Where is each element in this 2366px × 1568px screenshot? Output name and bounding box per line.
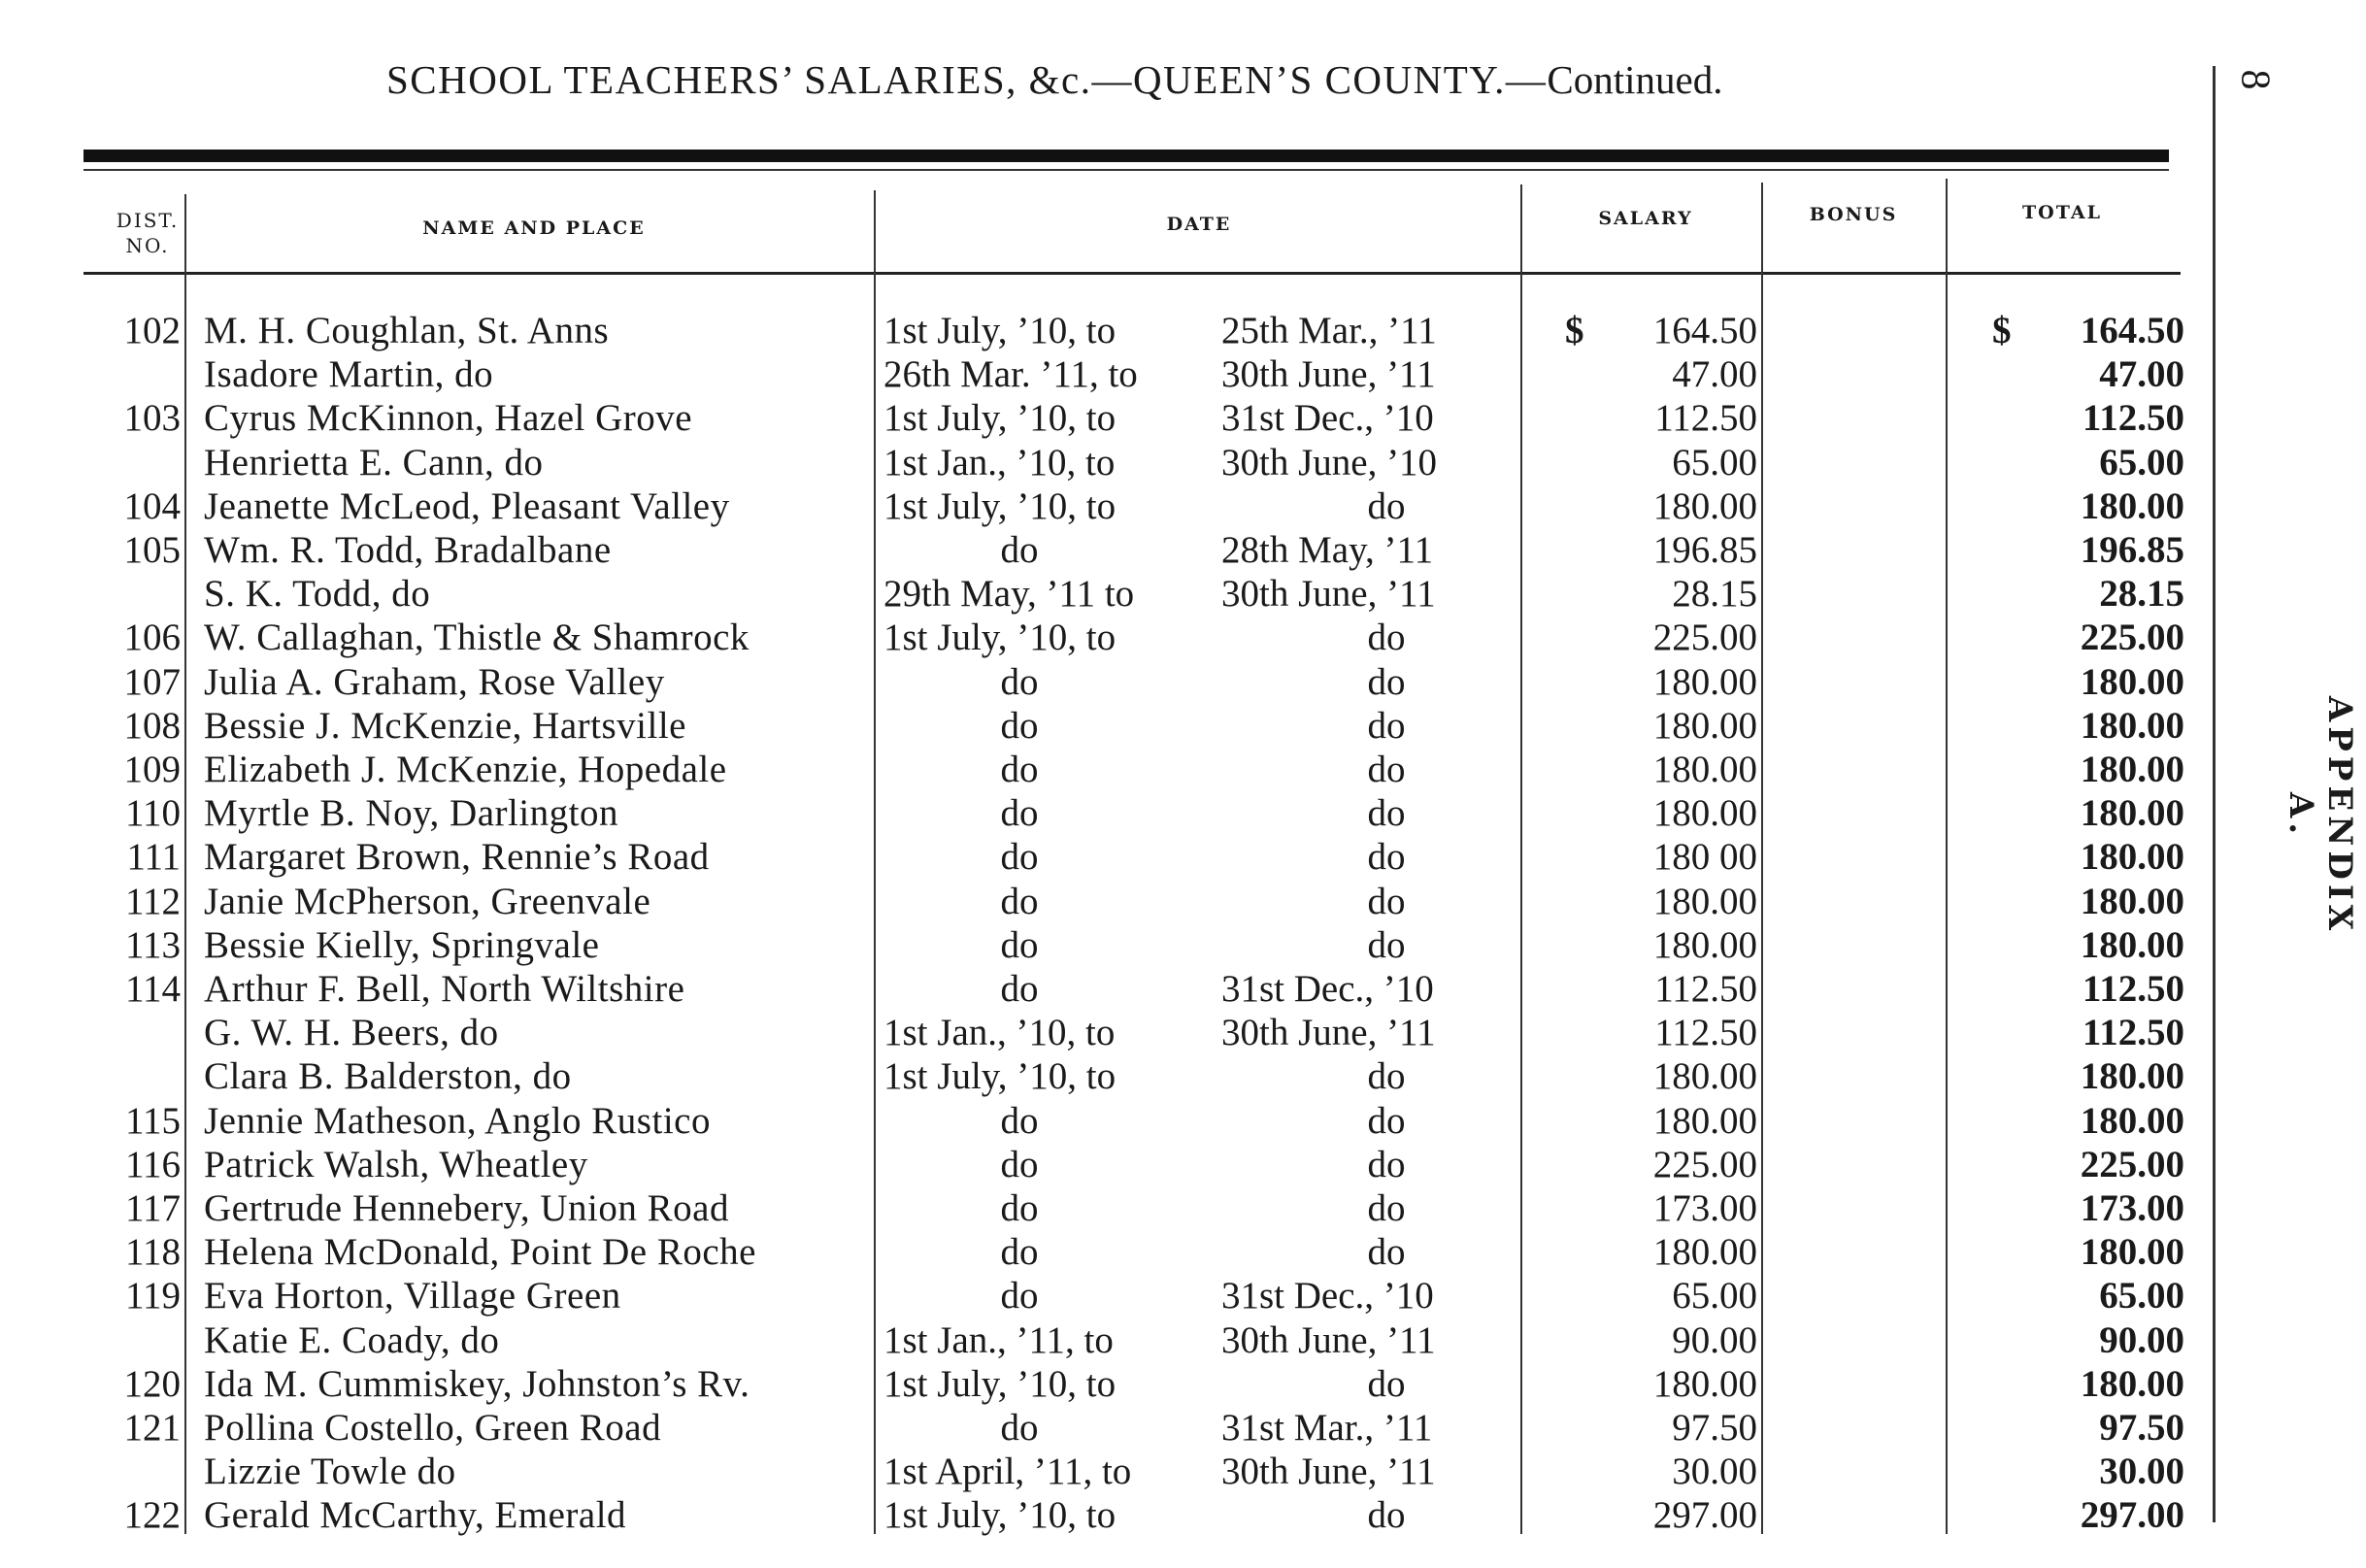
cell-date-from: do bbox=[1000, 836, 1039, 879]
cell-date-from: do bbox=[1000, 1187, 1039, 1229]
cell-total: 180.00 bbox=[2080, 1231, 2184, 1274]
table-row bbox=[0, 616, 2204, 659]
column-header-date: DATE bbox=[1166, 214, 1232, 235]
cell-name-and-place: Gertrude Hennebery, Union Road bbox=[204, 1187, 729, 1229]
column-header-dist-line2: NO. bbox=[125, 234, 170, 257]
cell-total: 225.00 bbox=[2080, 1143, 2184, 1185]
cell-total: 90.00 bbox=[2099, 1318, 2184, 1361]
cell-dist-no: 120 bbox=[123, 1362, 181, 1405]
cell-date-to: do bbox=[1367, 617, 1406, 659]
cell-date-from: 1st July, ’10, to bbox=[883, 617, 1116, 659]
cell-name-and-place: Clara B. Balderston, do bbox=[204, 1055, 572, 1098]
cell-total: 225.00 bbox=[2080, 617, 2184, 659]
table-row bbox=[0, 791, 2204, 835]
currency-symbol-total: $ bbox=[1992, 310, 2012, 351]
cell-name-and-place: W. Callaghan, Thistle & Shamrock bbox=[204, 617, 750, 659]
cell-date-to: do bbox=[1367, 1099, 1406, 1142]
cell-salary: 180.00 bbox=[1652, 1099, 1757, 1142]
cell-date-to: do bbox=[1367, 484, 1406, 527]
cell-dist-no: 119 bbox=[124, 1275, 181, 1318]
table-row bbox=[0, 1099, 2204, 1143]
table-row bbox=[0, 660, 2204, 704]
cell-total: 65.00 bbox=[2099, 1275, 2184, 1318]
cell-total: 180.00 bbox=[2080, 836, 2184, 879]
table-row bbox=[0, 352, 2204, 396]
cell-date-to: 30th June, ’11 bbox=[1221, 353, 1436, 396]
cell-date-from: do bbox=[1000, 1407, 1039, 1449]
cell-date-to: 30th June, ’10 bbox=[1221, 441, 1438, 484]
page-title-main: SCHOOL TEACHERS’ SALARIES, &c.—QUEEN’S COUNTY.— bbox=[386, 57, 1548, 102]
cell-dist-no: 105 bbox=[123, 529, 181, 571]
cell-date-from: do bbox=[1000, 880, 1039, 922]
cell-salary: 196.85 bbox=[1652, 529, 1757, 571]
cell-name-and-place: Myrtle B. Noy, Darlington bbox=[204, 792, 619, 835]
table-row bbox=[0, 484, 2204, 528]
cell-date-from: 1st July, ’10, to bbox=[883, 1494, 1116, 1537]
cell-name-and-place: Cyrus McKinnon, Hazel Grove bbox=[204, 397, 693, 440]
cell-total: 112.50 bbox=[2082, 968, 2184, 1010]
cell-dist-no: 111 bbox=[126, 836, 181, 879]
cell-date-to: do bbox=[1367, 1231, 1406, 1274]
cell-salary: 180.00 bbox=[1652, 880, 1757, 922]
cell-total: 112.50 bbox=[2082, 1012, 2184, 1054]
cell-name-and-place: Eva Horton, Village Green bbox=[204, 1275, 621, 1318]
table-row bbox=[0, 1406, 2204, 1450]
cell-date-from: 1st July, ’10, to bbox=[883, 484, 1116, 527]
cell-date-from: 1st July, ’10, to bbox=[883, 310, 1116, 351]
cell-dist-no: 115 bbox=[124, 1099, 181, 1142]
table-row bbox=[0, 704, 2204, 748]
cell-salary: 180.00 bbox=[1652, 484, 1757, 527]
cell-date-from: do bbox=[1000, 529, 1039, 571]
column-header-salary: SALARY bbox=[1598, 208, 1693, 229]
cell-total: 180.00 bbox=[2080, 792, 2184, 835]
cell-salary: 97.50 bbox=[1672, 1407, 1757, 1449]
cell-total: 112.50 bbox=[2082, 397, 2184, 440]
cell-date-to: do bbox=[1367, 792, 1406, 835]
cell-name-and-place: Helena McDonald, Point De Roche bbox=[204, 1231, 756, 1274]
cell-name-and-place: Gerald McCarthy, Emerald bbox=[204, 1494, 627, 1537]
cell-salary: 28.15 bbox=[1672, 573, 1757, 616]
cell-name-and-place: M. H. Coughlan, St. Anns bbox=[204, 310, 610, 351]
table-row bbox=[0, 835, 2204, 879]
cell-date-from: 1st April, ’11, to bbox=[883, 1451, 1132, 1493]
column-header-bonus: BONUS bbox=[1809, 204, 1898, 225]
table-row bbox=[0, 1362, 2204, 1406]
cell-dist-no: 104 bbox=[123, 484, 181, 527]
cell-date-from: do bbox=[1000, 1275, 1039, 1318]
table-row bbox=[0, 1450, 2204, 1493]
cell-salary: 65.00 bbox=[1672, 441, 1757, 484]
cell-salary: 225.00 bbox=[1652, 617, 1757, 659]
cell-dist-no: 122 bbox=[123, 1494, 181, 1537]
cell-name-and-place: Elizabeth J. McKenzie, Hopedale bbox=[204, 749, 727, 790]
table-row bbox=[0, 1143, 2204, 1186]
cell-dist-no: 102 bbox=[123, 310, 181, 351]
cell-total: 180.00 bbox=[2080, 1362, 2184, 1405]
cell-name-and-place: Janie McPherson, Greenvale bbox=[204, 880, 651, 922]
table-row bbox=[0, 1274, 2204, 1318]
cell-date-from: 1st Jan., ’10, to bbox=[883, 441, 1116, 484]
cell-salary: 180.00 bbox=[1652, 1231, 1757, 1274]
cell-name-and-place: Bessie Kielly, Springvale bbox=[204, 923, 600, 966]
table-row bbox=[0, 748, 2204, 791]
cell-date-to: do bbox=[1367, 1055, 1406, 1098]
cell-salary: 180.00 bbox=[1652, 749, 1757, 790]
page-edge-rule bbox=[2213, 66, 2216, 1522]
cell-dist-no: 112 bbox=[124, 880, 181, 922]
cell-date-from: 26th Mar. ’11, to bbox=[883, 353, 1138, 396]
cell-total: 180.00 bbox=[2080, 660, 2184, 703]
cell-dist-no: 121 bbox=[123, 1407, 181, 1449]
page-title bbox=[386, 56, 1901, 103]
cell-total: 180.00 bbox=[2080, 880, 2184, 922]
cell-date-to: do bbox=[1367, 660, 1406, 703]
cell-salary: 297.00 bbox=[1652, 1494, 1757, 1537]
cell-name-and-place: Bessie J. McKenzie, Hartsville bbox=[204, 704, 686, 747]
table-row bbox=[0, 1054, 2204, 1098]
cell-salary: 65.00 bbox=[1672, 1275, 1757, 1318]
cell-date-from: 29th May, ’11 to bbox=[883, 573, 1135, 616]
table-row bbox=[0, 923, 2204, 967]
column-header-dist bbox=[89, 208, 206, 258]
cell-name-and-place: Pollina Costello, Green Road bbox=[204, 1407, 662, 1449]
header-rule-thin bbox=[83, 169, 2169, 171]
header-rule-thick bbox=[83, 150, 2169, 162]
cell-date-to: do bbox=[1367, 749, 1406, 790]
table-row bbox=[0, 1493, 2204, 1537]
cell-dist-no: 116 bbox=[124, 1143, 181, 1185]
cell-salary: 173.00 bbox=[1652, 1187, 1757, 1229]
table-row bbox=[0, 1011, 2204, 1054]
cell-salary: 112.50 bbox=[1654, 968, 1757, 1010]
cell-dist-no: 113 bbox=[124, 923, 181, 966]
cell-date-from: 1st July, ’10, to bbox=[883, 1362, 1116, 1405]
cell-total: 180.00 bbox=[2080, 704, 2184, 747]
column-header-total: TOTAL bbox=[2022, 202, 2102, 223]
cell-date-to: do bbox=[1367, 1187, 1406, 1229]
cell-date-to: 31st Dec., ’10 bbox=[1221, 1275, 1434, 1318]
cell-name-and-place: Henrietta E. Cann, do bbox=[204, 441, 544, 484]
cell-date-to: do bbox=[1367, 836, 1406, 879]
cell-date-to: do bbox=[1367, 704, 1406, 747]
cell-name-and-place: Isadore Martin, do bbox=[204, 353, 494, 396]
cell-dist-no: 114 bbox=[124, 968, 181, 1010]
cell-total: 180.00 bbox=[2080, 1099, 2184, 1142]
cell-dist-no: 110 bbox=[124, 792, 181, 835]
cell-salary: 225.00 bbox=[1652, 1143, 1757, 1185]
cell-total: 180.00 bbox=[2080, 1055, 2184, 1098]
cell-dist-no: 106 bbox=[123, 617, 181, 659]
cell-date-to: 30th June, ’11 bbox=[1221, 1451, 1436, 1493]
table-row bbox=[0, 572, 2204, 616]
cell-name-and-place: S. K. Todd, do bbox=[204, 573, 431, 616]
cell-total: 180.00 bbox=[2080, 923, 2184, 966]
cell-name-and-place: Katie E. Coady, do bbox=[204, 1318, 500, 1361]
cell-date-from: do bbox=[1000, 704, 1039, 747]
cell-total: 65.00 bbox=[2099, 441, 2184, 484]
cell-name-and-place: Patrick Walsh, Wheatley bbox=[204, 1143, 588, 1185]
table-row bbox=[0, 309, 2204, 352]
table-row bbox=[0, 880, 2204, 923]
cell-date-from: do bbox=[1000, 968, 1039, 1010]
cell-date-to: do bbox=[1367, 923, 1406, 966]
cell-total: 28.15 bbox=[2099, 573, 2184, 616]
cell-name-and-place: Arthur F. Bell, North Wiltshire bbox=[204, 968, 685, 1010]
cell-salary: 180.00 bbox=[1652, 1055, 1757, 1098]
cell-salary: 164.50 bbox=[1652, 310, 1757, 351]
cell-dist-no: 103 bbox=[123, 397, 181, 440]
cell-total: 180.00 bbox=[2080, 484, 2184, 527]
cell-date-from: do bbox=[1000, 1099, 1039, 1142]
cell-date-from: 1st Jan., ’11, to bbox=[883, 1318, 1114, 1361]
cell-salary: 112.50 bbox=[1654, 397, 1757, 440]
cell-total: 47.00 bbox=[2099, 353, 2184, 396]
cell-total: 173.00 bbox=[2080, 1187, 2184, 1229]
cell-date-to: 25th Mar., ’11 bbox=[1221, 310, 1437, 351]
cell-dist-no: 117 bbox=[124, 1187, 181, 1229]
cell-total: 30.00 bbox=[2099, 1451, 2184, 1493]
cell-salary: 47.00 bbox=[1672, 353, 1757, 396]
cell-date-from: do bbox=[1000, 1231, 1039, 1274]
cell-salary: 180.00 bbox=[1652, 792, 1757, 835]
cell-dist-no: 107 bbox=[123, 660, 181, 703]
page-number: 8 bbox=[2232, 69, 2278, 90]
table-row bbox=[0, 528, 2204, 572]
cell-total: 196.85 bbox=[2080, 529, 2184, 571]
cell-salary: 180.00 bbox=[1652, 923, 1757, 966]
cell-date-from: do bbox=[1000, 1143, 1039, 1185]
cell-date-from: 1st Jan., ’10, to bbox=[883, 1012, 1116, 1054]
page-title-continued: Continued. bbox=[1547, 57, 1723, 102]
currency-symbol-salary: $ bbox=[1565, 310, 1584, 351]
column-header-bottom-rule bbox=[83, 272, 2181, 275]
cell-name-and-place: Lizzie Towle do bbox=[204, 1451, 456, 1493]
cell-date-to: 31st Dec., ’10 bbox=[1221, 397, 1434, 440]
cell-date-from: do bbox=[1000, 749, 1039, 790]
cell-total: 180.00 bbox=[2080, 749, 2184, 790]
table-row bbox=[0, 1186, 2204, 1230]
cell-salary: 180.00 bbox=[1652, 1362, 1757, 1405]
cell-date-to: do bbox=[1367, 880, 1406, 922]
cell-date-from: do bbox=[1000, 923, 1039, 966]
cell-name-and-place: Margaret Brown, Rennie’s Road bbox=[204, 836, 710, 879]
cell-salary: 112.50 bbox=[1654, 1012, 1757, 1054]
cell-date-to: 31st Dec., ’10 bbox=[1221, 968, 1434, 1010]
cell-date-to: do bbox=[1367, 1143, 1406, 1185]
cell-date-to: 31st Mar., ’11 bbox=[1221, 1407, 1433, 1449]
cell-date-to: do bbox=[1367, 1362, 1406, 1405]
cell-salary: 180 00 bbox=[1652, 836, 1757, 879]
table-row bbox=[0, 1318, 2204, 1362]
cell-dist-no: 109 bbox=[123, 749, 181, 790]
cell-date-from: 1st July, ’10, to bbox=[883, 397, 1116, 440]
cell-name-and-place: Julia A. Graham, Rose Valley bbox=[204, 660, 665, 703]
cell-date-from: do bbox=[1000, 660, 1039, 703]
column-header-dist-line1: DIST. bbox=[116, 209, 180, 232]
cell-date-from: 1st July, ’10, to bbox=[883, 1055, 1116, 1098]
table-row bbox=[0, 967, 2204, 1011]
table-row bbox=[0, 1230, 2204, 1274]
cell-name-and-place: Jeanette McLeod, Pleasant Valley bbox=[204, 484, 730, 527]
cell-date-to: 30th June, ’11 bbox=[1221, 1318, 1436, 1361]
appendix-side-label: APPENDIX A. bbox=[2282, 695, 2359, 936]
cell-salary: 180.00 bbox=[1652, 660, 1757, 703]
cell-total: 97.50 bbox=[2099, 1407, 2184, 1449]
cell-date-to: 28th May, ’11 bbox=[1221, 529, 1434, 571]
cell-name-and-place: Jennie Matheson, Anglo Rustico bbox=[204, 1099, 711, 1142]
column-header-name: NAME AND PLACE bbox=[422, 217, 646, 239]
cell-total: 297.00 bbox=[2080, 1494, 2184, 1537]
cell-name-and-place: G. W. H. Beers, do bbox=[204, 1012, 499, 1054]
cell-salary: 180.00 bbox=[1652, 704, 1757, 747]
cell-dist-no: 108 bbox=[123, 704, 181, 747]
cell-salary: 90.00 bbox=[1672, 1318, 1757, 1361]
cell-name-and-place: Wm. R. Todd, Bradalbane bbox=[204, 529, 612, 571]
cell-date-to: do bbox=[1367, 1494, 1406, 1537]
cell-name-and-place: Ida M. Cummiskey, Johnston’s Rv. bbox=[204, 1362, 750, 1405]
table-row bbox=[0, 396, 2204, 440]
cell-dist-no: 118 bbox=[124, 1231, 181, 1274]
cell-date-to: 30th June, ’11 bbox=[1221, 573, 1436, 616]
cell-total: 164.50 bbox=[2080, 310, 2184, 351]
cell-date-from: do bbox=[1000, 792, 1039, 835]
cell-salary: 30.00 bbox=[1672, 1451, 1757, 1493]
cell-date-to: 30th June, ’11 bbox=[1221, 1012, 1436, 1054]
table-row bbox=[0, 441, 2204, 484]
